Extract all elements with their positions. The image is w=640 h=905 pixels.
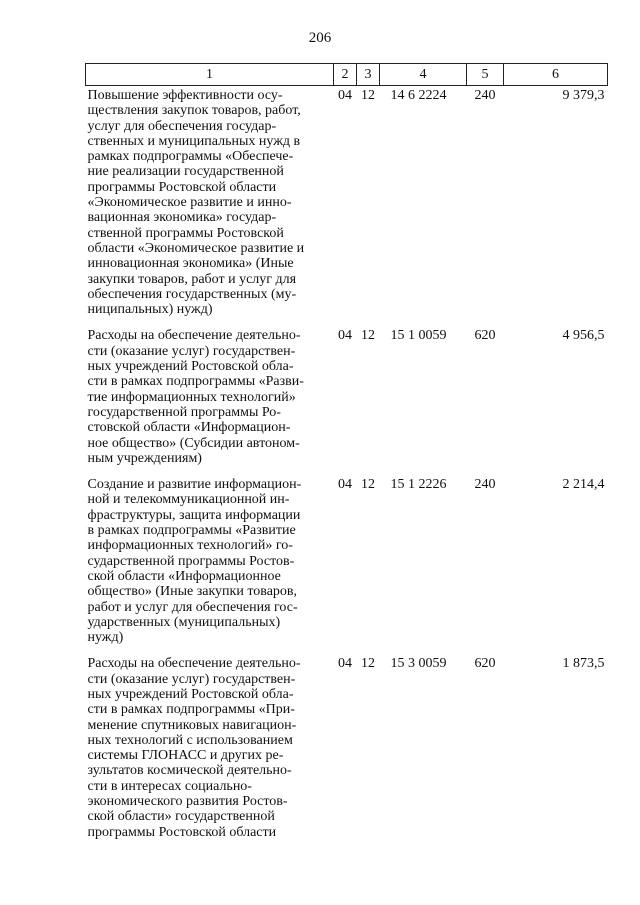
header-cell-section: 2	[334, 64, 357, 86]
budget-table	[85, 63, 608, 849]
row-description: Расходы на обеспечение деятельно- сти (оказание услуг) государствен- ных учреждений Ростовской обла- сти в рамках подпрограммы «Разви- тие информационных технологий» государственной программы Ро- стовской области «Информацион- ное общество» (Субсидии автоном- ным учреждениям)	[87, 328, 304, 466]
row-section-code: 04	[338, 656, 352, 672]
row-section-code: 04	[338, 88, 352, 103]
header-cell-description: 1	[86, 64, 334, 86]
row-expense-type-code: 620	[474, 328, 496, 344]
row-subsection-code: 12	[361, 88, 375, 103]
row-subsection-code: 12	[361, 477, 375, 493]
row-section-code: 04	[338, 328, 352, 344]
table-row	[86, 654, 608, 849]
page-number: 206	[308, 30, 332, 46]
header-cell-amount: 6	[504, 64, 608, 86]
row-amount: 4 956,5	[562, 328, 605, 344]
row-description: Создание и развитие информацион- ной и телекоммуникационной ин- фраструктуры, защита информации в рамках подпрограммы «Развитие информационных технологий» го- сударственной программы Ростов- ской области «Информационное общество» (Иные закупки товаров, работ и услуг для обеспечения гос- ударственных (муниципальных) нужд)	[87, 477, 302, 646]
row-target-article-code: 15 1 0059	[390, 328, 447, 344]
row-description: Расходы на обеспечение деятельно- сти (оказание услуг) государствен- ных учреждений Ростовской обла- сти в рамках подпрограммы «При- менение спутниковых навигацион- ных технологий с использованием системы ГЛОНАСС и других ре- зультатов космической деятельно- сти в интересах социально- экономического развития Ростов- ской области» государственной программы Ростовской области	[87, 656, 301, 840]
table-row	[86, 86, 608, 327]
row-subsection-code: 12	[361, 656, 375, 672]
row-target-article-code: 15 1 2226	[390, 477, 447, 493]
row-target-article-code: 15 3 0059	[390, 656, 447, 672]
row-amount: 9 379,3	[562, 88, 605, 103]
row-amount: 1 873,5	[562, 656, 605, 672]
header-cell-expense-type: 5	[467, 64, 504, 86]
row-expense-type-code: 240	[474, 88, 496, 103]
row-amount: 2 214,4	[562, 477, 605, 493]
header-cell-target-article: 4	[380, 64, 467, 86]
row-expense-type-code: 620	[474, 656, 496, 672]
row-description: Повышение эффективности осу- ществления закупок товаров, работ, услуг для обеспечения государ- ственных и муниципальных нужд в рамках подпрограммы «Обеспече- ние реализации государственной программы Ростовской области «Экономическое развитие и инно- вационная экономика» государ- ственной программы Ростовской области «Экономическое развитие и инновационная экономика» (Иные закупки товаров, работ и услуг для обеспечения государственных (му- ниципальных) нужд)	[87, 88, 305, 318]
row-section-code: 04	[338, 477, 352, 493]
row-subsection-code: 12	[361, 328, 375, 344]
table-row	[86, 326, 608, 475]
row-target-article-code: 14 6 2224	[390, 88, 447, 103]
header-cell-subsection: 3	[357, 64, 380, 86]
row-expense-type-code: 240	[474, 477, 496, 493]
table-row	[86, 475, 608, 654]
table-header-row	[86, 64, 608, 86]
